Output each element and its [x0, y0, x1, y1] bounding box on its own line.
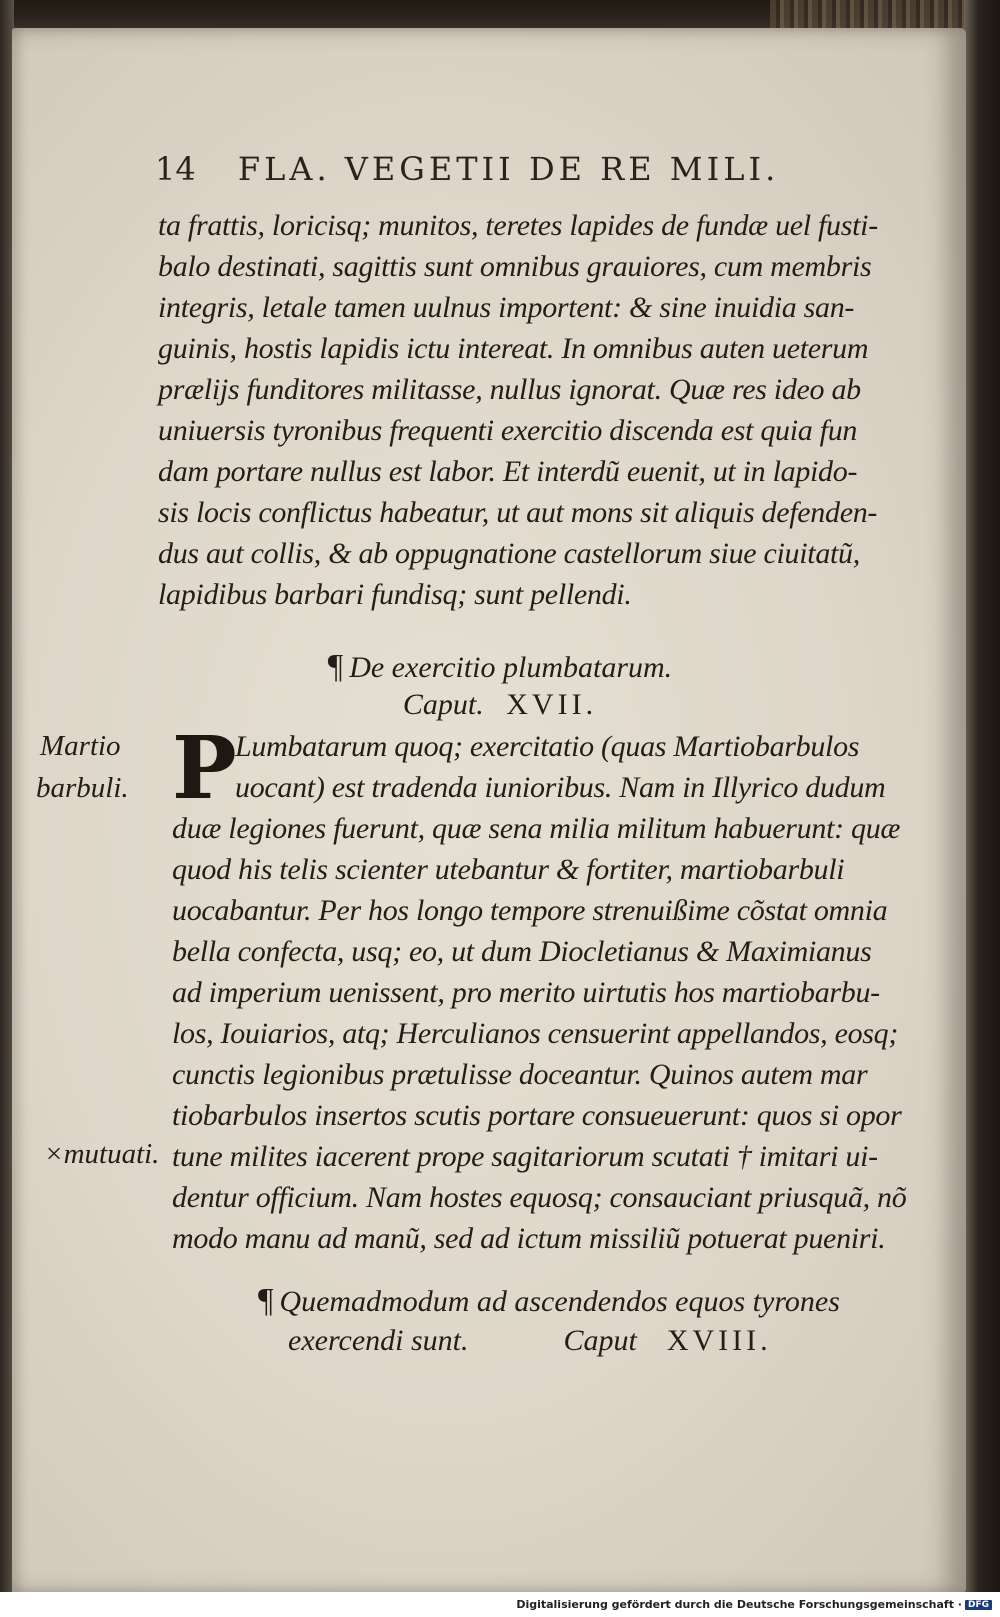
text-line: Lumbatarum quoq; exercitatio (quas Martiobarbulos [235, 730, 860, 763]
text-line: integris, letale tamen uulnus importent: & sine inuidia san- [158, 291, 855, 324]
margin-note-martio: Martio [40, 730, 121, 762]
text-line: balo destinati, sagittis sunt omnibus grauiores, cum membris [158, 250, 872, 283]
chapter-17-body [172, 808, 906, 1259]
running-header [155, 150, 779, 188]
credit-text: Digitalisierung gefördert durch die Deutsche Forschungsgemeinschaft · [516, 1598, 962, 1611]
text-line: duæ legiones fuerunt, quæ sena milia militum habuerunt: quæ [172, 812, 901, 845]
page-number: 14 [155, 150, 196, 188]
text-line: prælijs funditores militasse, nullus ignorat. Quæ res ideo ab [158, 373, 861, 406]
text-line: tune milites iacerent prope sagitariorum scutati † imitari ui- [172, 1140, 878, 1173]
dfg-logo-icon: DFG [965, 1600, 992, 1610]
chapter-title-text: Quemadmodum ad ascendendos equos tyrones [279, 1285, 840, 1318]
text-line: dentur officium. Nam hostes equosq; consauciant priusquã, nõ [172, 1181, 907, 1214]
chapter-number: XVII. [506, 688, 598, 721]
text-line: ta frattis, loricisq; munitos, teretes lapides de fundæ uel fusti- [158, 209, 878, 242]
text-line: cunctis legionibus prætulisse doceantur. Quinos autem mar [172, 1058, 868, 1091]
chapter-17-caput [0, 688, 1000, 722]
text-line: uniuersis tyronibus frequenti exercitio discenda est quia fun [158, 414, 858, 447]
drop-cap: P [172, 718, 237, 819]
chapter-number: XVIII. [666, 1324, 772, 1357]
torn-paper-edge [770, 0, 980, 30]
text-line: tiobarbulos insertos scutis portare consueuerunt: quos si opor [172, 1099, 902, 1132]
margin-note-mutuati: ×mutuati. [44, 1138, 160, 1170]
pilcrow-icon: ¶ [258, 1282, 274, 1319]
text-line: dus aut collis, & ab oppugnatione castellorum siue ciuitatũ, [158, 537, 860, 570]
text-line: los, Iouiarios, atq; Herculianos censuerint appellandos, eosq; [172, 1017, 899, 1050]
chapter-18-title-line1 [258, 1282, 840, 1320]
chapter-17-opening-lines [235, 726, 885, 808]
text-line: quod his telis scienter utebantur & fortiter, martiobarbuli [172, 853, 845, 886]
running-title: FLA. VEGETII DE RE MILI. [237, 150, 780, 188]
chapter-17-title [0, 648, 1000, 686]
pilcrow-icon: ¶ [327, 648, 344, 685]
text-line: lapidibus barbari fundisq; sunt pellendi. [158, 578, 632, 611]
text-line: bella confecta, usq; eo, ut dum Diocletianus & Maximianus [172, 935, 872, 968]
chapter-title-text: De exercitio plumbatarum. [349, 651, 673, 684]
digitization-credit [516, 1598, 992, 1611]
text-line: uocabantur. Per hos longo tempore strenuißime cõstat omnia [172, 894, 888, 927]
book-top-edge [0, 0, 1000, 30]
text-line: modo manu ad manũ, sed ad ictum missiliũ potuerat pueniri. [172, 1222, 886, 1255]
caput-label: Caput. [402, 688, 484, 721]
text-line: sis locis conflictus habeatur, ut aut mons sit aliquis defenden- [158, 496, 878, 529]
caput-label: Caput [563, 1324, 637, 1357]
body-text-block [158, 205, 878, 615]
text-line: guinis, hostis lapidis ictu intereat. In omnibus auten ueterum [158, 332, 869, 365]
chapter-18-title-line2 [288, 1324, 772, 1358]
book-binding-edge [964, 0, 1000, 1600]
text-line: dam portare nullus est labor. Et interdũ euenit, ut in lapido- [158, 455, 858, 488]
chapter-title-text: exercendi sunt. [288, 1324, 469, 1357]
margin-note-barbuli: barbuli. [36, 772, 129, 804]
text-line: ad imperium uenissent, pro merito uirtutis hos martiobarbu- [172, 976, 880, 1009]
text-line: uocant) est tradenda iunioribus. Nam in Illyrico dudum [235, 771, 886, 804]
